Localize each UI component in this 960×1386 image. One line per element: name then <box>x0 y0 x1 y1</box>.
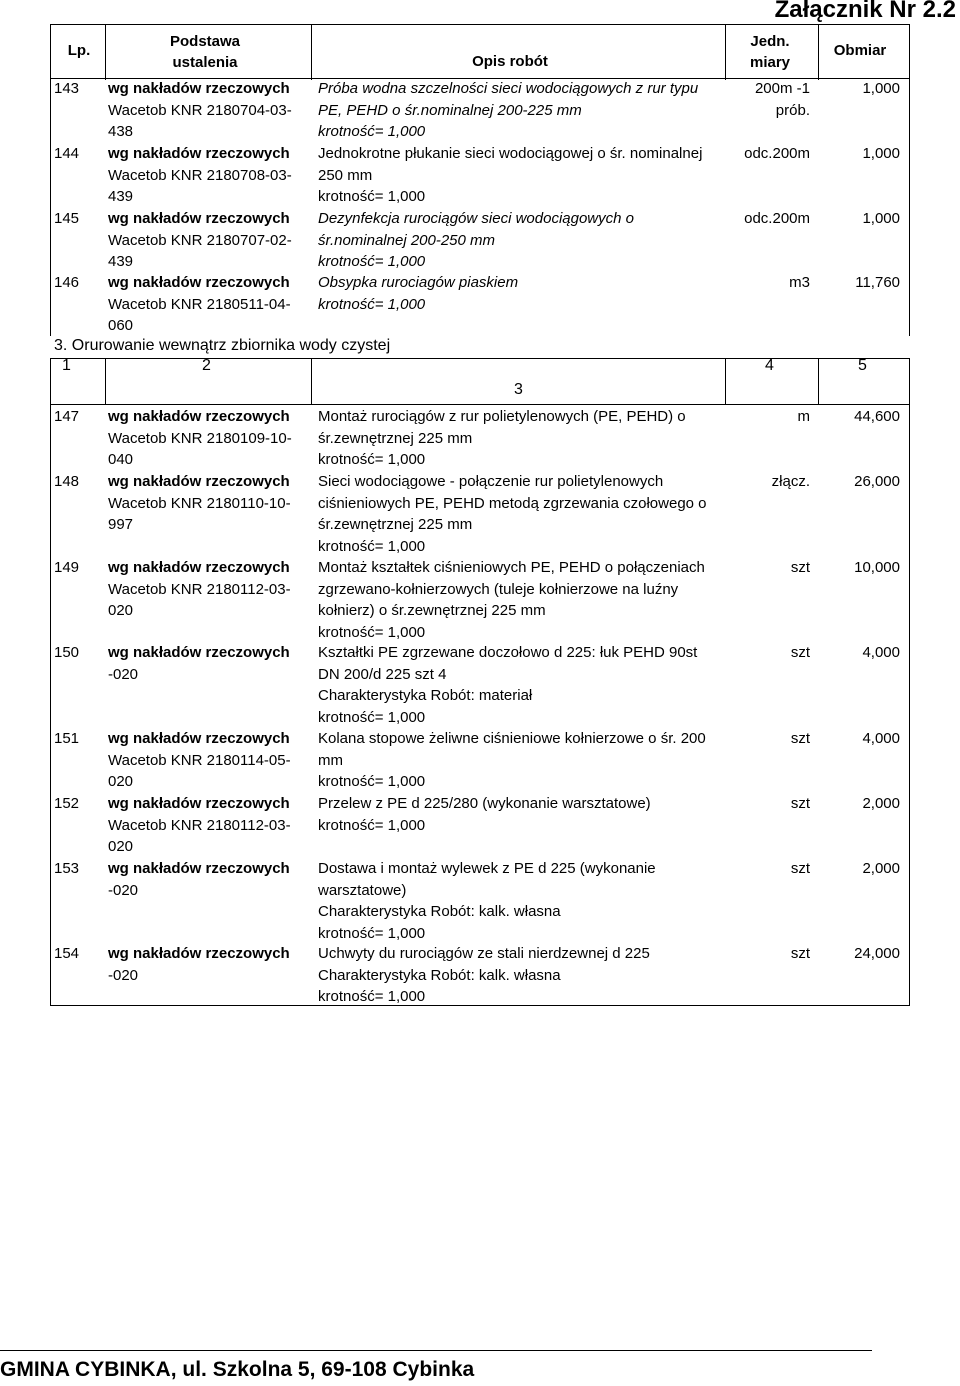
row-description: Montaż kształtek ciśnieniowych PE, PEHD o połączeniach zgrzewano-kołnierzowych (tuleje kołnierzowe na luźny kołnierz) o śr.zewnętrznej 225 mm krotność= 1,000 <box>318 559 705 641</box>
row-unit: szt <box>790 730 810 747</box>
footer-address: GMINA CYBINKA, ul. Szkolna 5, 69-108 Cybinka <box>0 1358 475 1381</box>
row-quantity: 24,000 <box>854 945 900 962</box>
row-basis <box>108 642 298 685</box>
row-basis <box>108 143 298 208</box>
section-heading: 3. Orurowanie wewnątrz zbiornika wody czystej <box>54 337 391 354</box>
row-basis <box>108 557 298 622</box>
row-basis-method: wg nakładów rzeczowych <box>108 408 290 425</box>
row-unit: szt <box>790 860 810 877</box>
row-description: Kolana stopowe żeliwne ciśnieniowe kołnierzowe o śr. 200 mm krotność= 1,000 <box>318 730 706 790</box>
row-basis-code: Wacetob KNR 2180112-03-020 <box>108 580 291 619</box>
row-basis-method: wg nakładów rzeczowych <box>108 80 290 97</box>
header-obmiar: Obmiar <box>833 42 887 59</box>
row-number: 143 <box>54 80 80 97</box>
row-number: 152 <box>54 795 80 812</box>
row-quantity: 1,000 <box>862 210 900 227</box>
row-description: Montaż rurociągów z rur polietylenowych (PE, PEHD) o śr.zewnętrznej 225 mm krotność= 1,000 <box>318 408 686 468</box>
row-basis-code: Wacetob KNR 2180112-03-020 <box>108 816 291 855</box>
row-basis-method: wg nakładów rzeczowych <box>108 860 290 877</box>
row-number: 148 <box>54 473 80 490</box>
colnum-5: 5 <box>858 357 867 374</box>
row-quantity: 26,000 <box>854 473 900 490</box>
row-number: 149 <box>54 559 80 576</box>
row-description: Próba wodna szczelności sieci wodociągowych z rur typu PE, PEHD o śr.nominalnej 200-225 mm krotność= 1,000 <box>318 80 699 140</box>
colnum-2: 2 <box>202 357 211 374</box>
row-unit: szt <box>790 795 810 812</box>
header-jedn: Jedn. miary <box>749 33 791 71</box>
row-basis-method: wg nakładów rzeczowych <box>108 730 290 747</box>
row-quantity: 11,760 <box>855 274 900 291</box>
header-podstawa: Podstawa ustalenia <box>169 33 241 71</box>
row-number: 146 <box>54 274 80 291</box>
row-basis-method: wg nakładów rzeczowych <box>108 274 290 291</box>
row-unit: szt <box>790 559 810 576</box>
row-number: 145 <box>54 210 80 227</box>
row-quantity: 4,000 <box>862 644 900 661</box>
row-description: Kształtki PE zgrzewane doczołowo d 225: łuk PEHD 90st DN 200/d 225 szt 4 Charakterystyka Robót: materiał krotność= 1,000 <box>318 644 698 726</box>
row-unit: m <box>797 408 810 425</box>
row-description: Jednokrotne płukanie sieci wodociągowej o śr. nominalnej 250 mm krotność= 1,000 <box>318 145 703 205</box>
row-basis-code: Wacetob KNR 2180109-10-040 <box>108 429 292 468</box>
row-basis-code: Wacetob KNR 2180704-03-438 <box>108 101 292 140</box>
row-number: 154 <box>54 945 80 962</box>
row-basis <box>108 78 298 143</box>
row-basis-code: -020 <box>108 665 139 683</box>
colnum-1: 1 <box>62 357 71 374</box>
row-basis <box>108 208 298 273</box>
row-basis-code: Wacetob KNR 2180708-03-439 <box>108 166 292 205</box>
row-basis-code: Wacetob KNR 2180110-10-997 <box>108 494 291 533</box>
row-number: 150 <box>54 644 80 661</box>
row-unit: odc.200m <box>744 145 810 162</box>
colnum-3: 3 <box>514 381 523 398</box>
row-number: 147 <box>54 408 80 425</box>
row-basis-code: -020 <box>108 881 139 899</box>
row-basis <box>108 943 298 986</box>
row-basis-method: wg nakładów rzeczowych <box>108 945 290 962</box>
row-basis <box>108 858 298 901</box>
row-basis <box>108 406 298 471</box>
row-basis <box>108 272 298 337</box>
row-unit: 200m -1 prób. <box>754 80 810 119</box>
row-number: 144 <box>54 145 80 162</box>
row-unit: m3 <box>789 274 810 291</box>
header-lp: Lp. <box>67 42 91 59</box>
row-description: Obsypka rurociagów piaskiem krotność= 1,000 <box>318 274 519 313</box>
row-basis-method: wg nakładów rzeczowych <box>108 644 290 661</box>
row-basis <box>108 728 298 793</box>
row-quantity: 2,000 <box>862 795 900 812</box>
row-basis-method: wg nakładów rzeczowych <box>108 145 290 162</box>
row-description: Przelew z PE d 225/280 (wykonanie warsztatowe) krotność= 1,000 <box>318 795 651 834</box>
page-title: Załącznik Nr 2.2 <box>774 0 956 23</box>
row-basis-method: wg nakładów rzeczowych <box>108 795 290 812</box>
row-quantity: 44,600 <box>854 408 900 425</box>
row-description: Dostawa i montaż wylewek z PE d 225 (wykonanie warsztatowe) Charakterystyka Robót: kalk. własna krotność= 1,000 <box>318 860 656 942</box>
row-quantity: 1,000 <box>862 145 900 162</box>
row-description: Uchwyty du rurociągów ze stali nierdzewnej d 225 Charakterystyka Robót: kalk. własna krotność= 1,000 <box>318 945 650 1005</box>
row-number: 153 <box>54 860 80 877</box>
row-basis-method: wg nakładów rzeczowych <box>108 473 290 490</box>
row-number: 151 <box>54 730 80 747</box>
row-basis-code: Wacetob KNR 2180114-05-020 <box>108 751 291 790</box>
row-basis-code: -020 <box>108 966 139 984</box>
row-basis-code: Wacetob KNR 2180707-02-439 <box>108 231 292 270</box>
row-quantity: 1,000 <box>862 80 900 97</box>
row-basis-method: wg nakładów rzeczowych <box>108 559 290 576</box>
row-unit: złącz. <box>771 473 810 490</box>
row-unit: odc.200m <box>744 210 810 227</box>
colnum-4: 4 <box>765 357 774 374</box>
row-quantity: 4,000 <box>862 730 900 747</box>
row-basis-method: wg nakładów rzeczowych <box>108 210 290 227</box>
row-unit: szt <box>790 644 810 661</box>
row-quantity: 2,000 <box>862 860 900 877</box>
row-quantity: 10,000 <box>854 559 900 576</box>
row-basis <box>108 471 298 536</box>
header-opis: Opis robót <box>472 53 548 70</box>
row-unit: szt <box>790 945 810 962</box>
row-basis-code: Wacetob KNR 2180511-04-060 <box>108 295 291 334</box>
row-description: Dezynfekcja rurociągów sieci wodociągowych o śr.nominalnej 200-250 mm krotność= 1,000 <box>318 210 634 270</box>
row-basis <box>108 793 298 858</box>
row-description: Sieci wodociągowe - połączenie rur polietylenowych ciśnieniowych PE, PEHD metodą zgrzewania czołowego o śr.zewnętrznej 225 mm krotność= 1,000 <box>318 473 707 555</box>
